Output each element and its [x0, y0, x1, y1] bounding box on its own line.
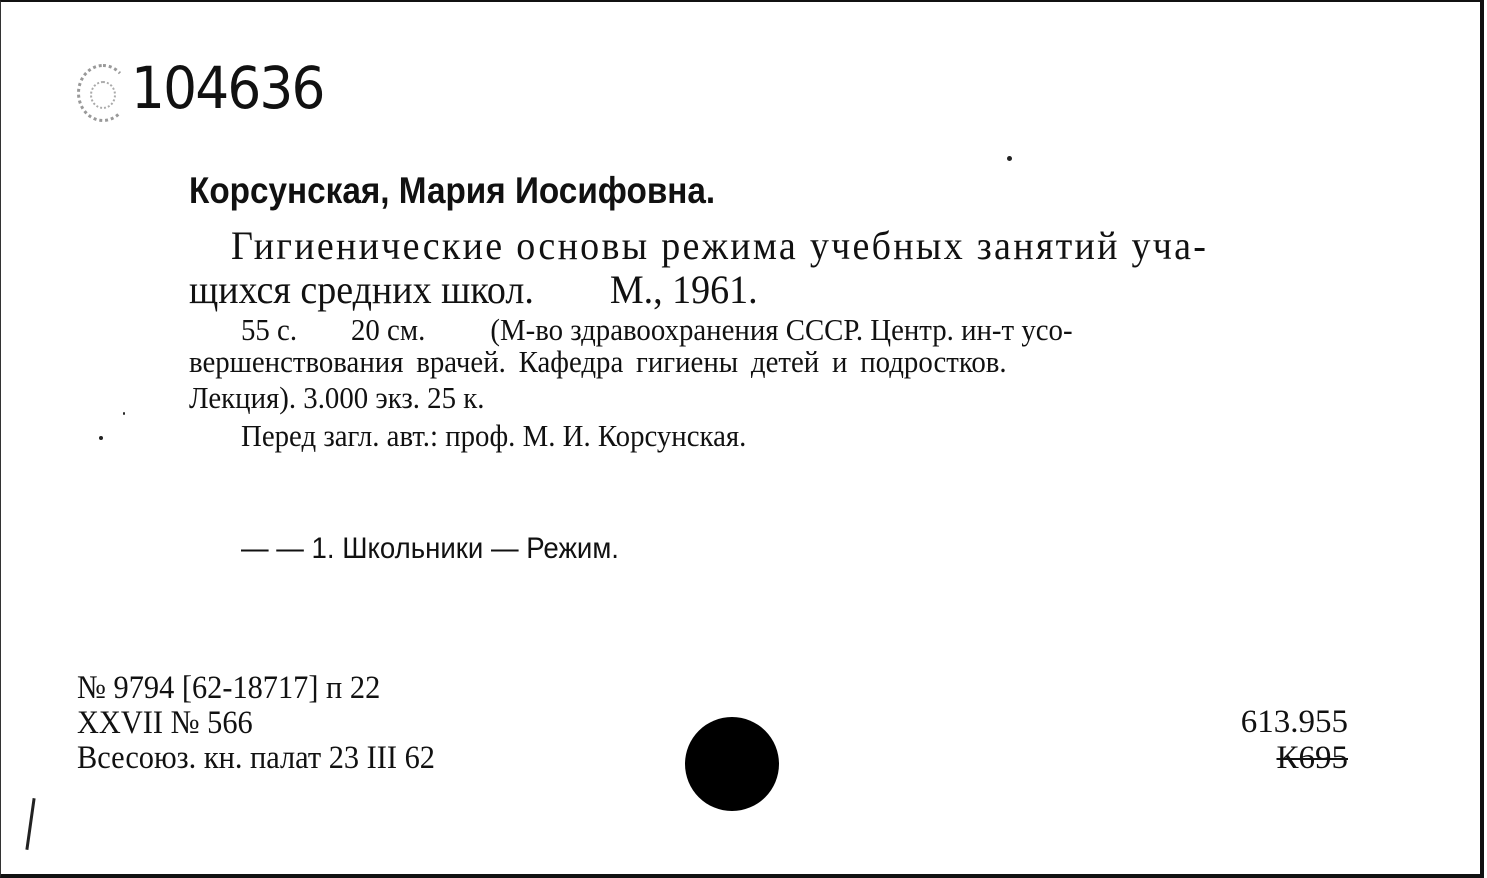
- title-continuation: щихся средних школ.: [189, 267, 534, 312]
- series-line-2: вершенствования врачей. Кафедра гигиены детей и подростков.: [189, 344, 1007, 379]
- author-heading: Корсунская, Мария Иосифовна.: [189, 170, 716, 211]
- author-mark: [1276, 740, 1348, 777]
- speck: [123, 412, 125, 415]
- registry-line-2: XXVII № 566: [77, 705, 253, 741]
- registry-line-3: Всесоюз. кн. палат 23 III 62: [77, 740, 435, 776]
- speck: [1007, 156, 1012, 161]
- author-mark-text: К695: [1276, 740, 1348, 776]
- punch-hole: [685, 717, 779, 811]
- subject-heading: — — 1. Школьники — Режим.: [241, 532, 619, 565]
- library-stamp-mark: [77, 64, 129, 122]
- physical-description: [241, 312, 1073, 348]
- pages: 55 с.: [241, 312, 298, 347]
- imprint: М., 1961.: [609, 267, 758, 312]
- series-line-1: (М-во здравоохранения СССР. Центр. ин-т усо-: [490, 312, 1073, 347]
- pencil-mark: [25, 798, 35, 850]
- size: 20 см.: [350, 312, 426, 347]
- series-line-3: Лекция). 3.000 экз. 25 к.: [189, 380, 485, 415]
- speck: [99, 436, 103, 440]
- registry-line-1: № 9794 [62-18717] п 22: [77, 670, 381, 706]
- title-line-1: Гигиенические основы режима учебных занятий уча-: [231, 223, 1209, 268]
- title-line-2: [189, 266, 758, 313]
- classification-number: 613.955: [1240, 704, 1348, 740]
- responsibility-note: Перед загл. авт.: проф. М. И. Корсунская.: [241, 418, 747, 453]
- handwritten-inventory-number: 104636: [131, 54, 324, 122]
